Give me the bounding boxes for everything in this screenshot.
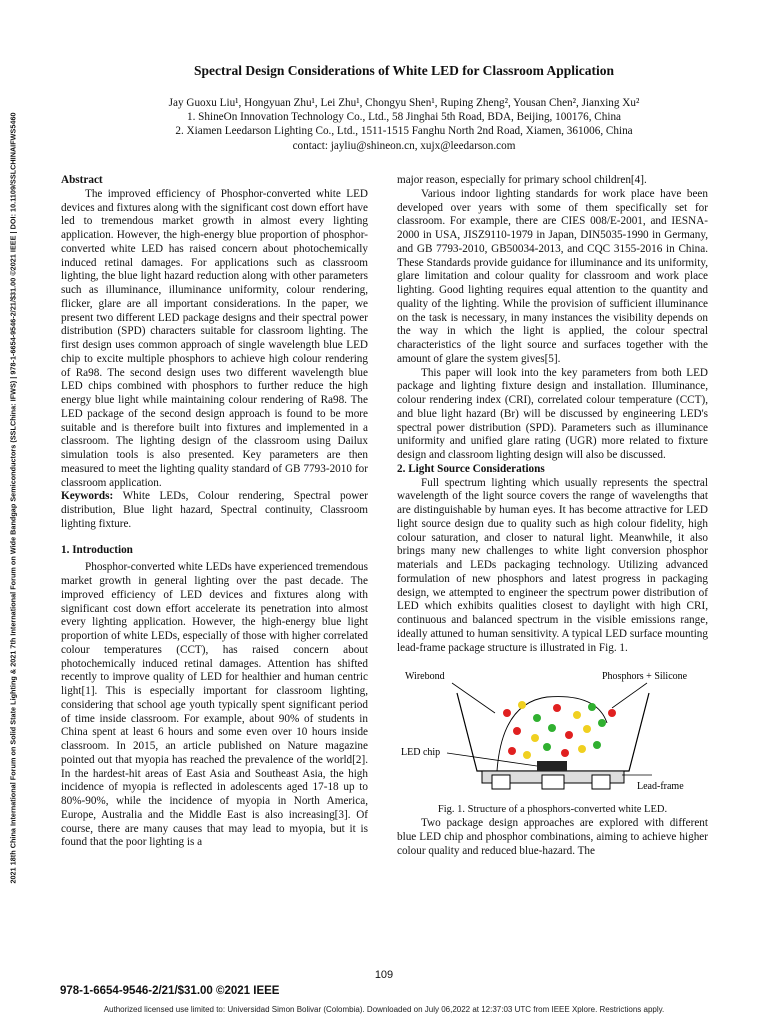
authorized-use-notice: Authorized licensed use limited to: Universidad Simon Bolivar (Colombia). Downloaded on July 06,2022 at 12:37:03 UTC from IEEE Xplore. Restrictions apply. [103, 1005, 665, 1014]
led-structure-diagram [397, 663, 708, 803]
right-paragraph-1: major reason, especially for primary school children[4]. [397, 174, 647, 186]
right-paragraph-2: Various indoor lighting standards for work place have been developed over years with some of them specifically set for classroom. For example, there are CIES 008/E-2001, and IESNA-2000 in USA, JISZ9110-1979 in Japan, DIN5035-1990 in Germany, and GB 7793-2010, GB50034-2013, and CQC 3155-2016 in China. These Standards provide guidance for illuminance and its uniformity, glare limitation and colour quality for classroom and work place lighting. Good lighting requires equal attention to the quantity and quality of the lighting. While the provision of sufficient illuminance on the task is necessary, in many instances the visibility depends on the way in which the light is applied, the colour spectral characteristics of the light source and surfaces together with the amount of glare the system gives[5]. [397, 187, 708, 365]
phosphor-dot [503, 709, 511, 717]
page-number: 109 [374, 969, 394, 981]
phosphor-dot [513, 727, 521, 735]
side-citation-text: 2021 18th China International Forum on Solid State Lighting & 2021 7th International Forum on Wide Bandgap Semiconductors (SSLChina: IFWS) | 978-1-6654-9546-2/21/$31.00 ©2021 IEEE | DOI: 10.1109/SSLCHINAIFWS5460 [8, 112, 18, 884]
label-led-chip: LED chip [401, 747, 441, 759]
phosphor-dot [531, 734, 539, 742]
abstract-heading: Abstract [61, 174, 103, 186]
phosphor-leader [612, 683, 647, 708]
phosphor-dot [553, 704, 561, 712]
led-chip [537, 761, 567, 771]
right-paragraph-3: This paper will look into the key parameters from both LED package and lighting fixture design and installation. Illuminance, colour rendering index (CRI), correlated colour temperature (CCT), and blue light hazard (Br) will be discussed by engineering LED's spectral power distribution (SPD). Parameters such as illuminance uniformity and unified glare rating (UGR) more related to fixture design and classroom lighting design will also be discussed. [397, 366, 708, 461]
phosphor-dot [565, 731, 573, 739]
keywords-text: White LEDs, Colour rendering, Spectral power distribution, Blue light hazard, Spectral continuity, Classroom lighting fixture. [61, 490, 368, 530]
lead-frame-left [492, 775, 510, 789]
contact-email: contact: jayliu@shineon.cn, xujx@leedarson.com [292, 139, 516, 152]
right-paragraph-4: Full spectrum lighting which usually represents the spectral wavelength of the light source covers the range of wavelengths that are distinguishable by human eyes. It has become attractive for LED light source design due to quality such as high colour fidelity, high colour saturation, and closer to natural light. Meanwhile, it also brings many new challenges to white light conversion phosphor materials and LEDs packaging technology. Utilizing advanced formulation of new phosphors and latest progress in packaging design, we attempted to engineer the spectrum power distribution of LED which exhibits qualities closest to daylight with high CRI, continuous and balanced spectrum in the visible emissions range, ideally attuned to human sensitivity. A typical LED surface mounting lead-frame package structure is illustrated in Fig. 1. [397, 476, 708, 654]
keywords-label: Keywords: [61, 490, 114, 503]
phosphor-dot [598, 719, 606, 727]
package-cup [457, 693, 649, 771]
lead-frame-right [592, 775, 610, 789]
phosphor-dot [583, 725, 591, 733]
intro-text: Phosphor-converted white LEDs have experienced tremendous market growth in general lighting over the past decade. The improved efficiency of LED devices and fixtures along with significant cost down effort accelerate its penetration into almost every lighting application. However, the high-energy blue light proportion of white LEDs, especially of those with higher correlated colour temperatures (CCT), has raised concern about photochemically induced retinal damages. Attention has shifted recently to improve quality of LED for healthier and human centric light[1]. This is especially important for classroom lighting, considering that school age youth typically spent significant period of time inside classroom. For example, about 90% of students in China spent at least 6 hours and some even over 10 hours inside classroom. In 2015, an article published on Nature magazine pointed out that myopia has reached the prevalence of the world[2]. In the hardest-hit areas of East Asia and Southeast Asia, the high incidence of myopia is reflected in adolescents aged 17-18 up to 80%-90%, while the incidence of myopia in North America, Europe, Australia and the Middle East is also increasing[3]. Of course, there are many causes that may lead to myopia, but it is found that the poor lighting is a [61, 561, 368, 849]
affiliation-2: 2. Xiamen Leedarson Lighting Co., Ltd., 1511-1515 Fanghu North 2nd Road, Xiamen, 361006, China [175, 125, 633, 138]
isbn-line: 978-1-6654-9546-2/21/$31.00 ©2021 IEEE [60, 985, 280, 997]
phosphor-dot [561, 749, 569, 757]
phosphor-dot [508, 747, 516, 755]
phosphor-dot [518, 701, 526, 709]
phosphor-dot [548, 724, 556, 732]
section-2-heading: 2. Light Source Considerations [397, 462, 545, 475]
author-list: Jay Guoxu Liu¹, Hongyuan Zhu¹, Lei Zhu¹, Chongyu Shen¹, Ruping Zheng², Yousan Chen², Jianxing Xu² [168, 97, 640, 109]
phosphor-dot [608, 709, 616, 717]
left-column [61, 174, 368, 850]
right-paragraph-5: Two package design approaches are explored with different blue LED chip and phosphor combinations, aiming to achieve higher colour quality and reduced blue-hazard. The [397, 817, 708, 857]
phosphor-dot [578, 745, 586, 753]
author-block [40, 96, 768, 153]
phosphor-dot [543, 743, 551, 751]
keywords [61, 490, 368, 531]
phosphor-dot [523, 751, 531, 759]
side-margin-citation [6, 18, 20, 978]
label-leadframe: Lead-frame [637, 781, 684, 793]
intro-heading: 1. Introduction [61, 543, 133, 556]
label-wirebond: Wirebond [405, 671, 445, 683]
phosphor-dot [573, 711, 581, 719]
label-phosphors: Phosphors + Silicone [602, 671, 688, 683]
right-column [397, 174, 708, 858]
affiliation-1: 1. ShineOn Innovation Technology Co., Ltd., 58 Jinghai 5th Road, BDA, Beijing, 100176, China [186, 111, 622, 124]
paper-title: Spectral Design Considerations of White LED for Classroom Application [193, 63, 615, 78]
lead-frame-center [542, 775, 564, 789]
abstract-text: The improved efficiency of Phosphor-converted white LED devices and fixtures along with the significant cost down effort have led to tremendous market growth in almost every lighting application. However, the high-energy blue proportion of phosphor-converted white LED has raised concern about photochemically induced retinal damages. For applications such as classroom lighting, the blue light hazard reduction along with other parameters such as illuminance, illuminance uniformity, colour rendering, flicker, glare are all important considerations. In the paper, we present two different LED package designs and their spectral power distribution (SPD) characters suitable for classroom lighting. The first design uses common approach of single wavelength blue LED chip to excite multiple phosphors to achieve high colour rendering of Ra98. The second design uses two different wavelength blue LED chips combined with phosphors to further reduce the high energy blue light while maintaining colour rendering of Ra98. The LED package of the second design approach is found to be more suitable and is therefore built into fixtures and implemented in a classroom. The lighting design of the classroom using Dailux simulation tools is also presented. Key parameters are then measured to meet the lighting quality standard of GB 7793-2010 for classroom application. [61, 187, 368, 489]
phosphor-dot [593, 741, 601, 749]
figure-1-caption: Fig. 1. Structure of a phosphors-converted white LED. [437, 804, 668, 816]
phosphor-dot [533, 714, 541, 722]
phosphor-dot [588, 703, 596, 711]
figure-1 [397, 663, 708, 803]
